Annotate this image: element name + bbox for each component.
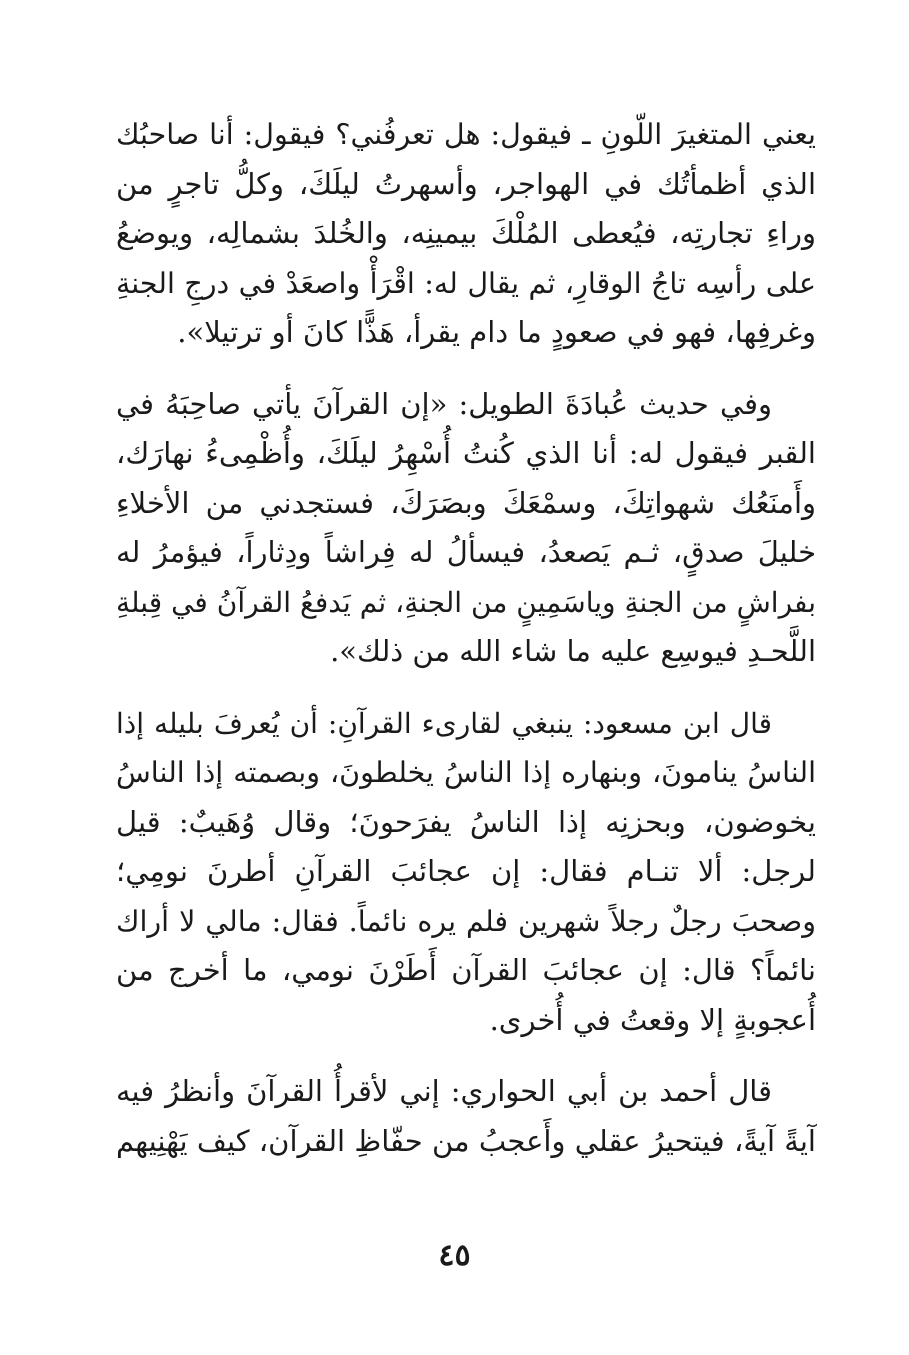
text-line: القبر فيقول له: أنا الذي كُنتُ أُسْهِرُ ليلَكَ، وأُظْمِىءُ نهارَك،: [116, 436, 816, 470]
text-line: يعني المتغيرَ اللّونِ ـ فيقول: هل تعرفُني؟ فيقول: أنا صاحبُك: [116, 118, 816, 151]
page-number: ٤٥: [438, 1238, 471, 1273]
text-line: اللَّحـدِ فيوسِع عليه ما شاء الله من ذلك».: [330, 634, 816, 668]
text-line: الناسُ ينامونَ، وبنهاره إذا الناسُ يخلطونَ، وبصمته إذا الناسُ: [116, 756, 816, 789]
paragraph: [116, 699, 816, 1046]
paragraph: [116, 110, 816, 358]
body-text: [116, 110, 816, 1188]
text-line: لرجل: ألا تنـام فقال: إن عجائبَ القرآنِ أطرنَ نومِي؛: [116, 854, 816, 888]
text-line: قال ابن مسعود: ينبغي لقارىء القرآنِ: أن يُعرفَ بليله إذا: [116, 706, 772, 740]
text-line: الذي أظمأتُك في الهواجر، وأسهرتُ ليلَكَ، وكلُّ تاجرٍ من: [116, 166, 816, 201]
text-line: وفي حديث عُبادَةَ الطويل: «إن القرآنَ يأتي صاحِبَهُ في: [116, 386, 772, 421]
text-line: آيةً آيةً، فيتحيرُ عقلي وأَعجبُ من حفّاظِ القرآن، كيف يَهْنِيهم: [116, 1123, 816, 1158]
text-line: نائماً؟ قال: إن عجائبَ القرآن أَطَرْنَ نومي، ما أخرج من: [116, 953, 816, 987]
text-line: قال أحمد بن أبي الحواري: إني لأقرأُ القرآنَ وأنظرُ فيه: [116, 1074, 772, 1108]
text-line: على رأسِه تاجُ الوقارِ، ثم يقال له: اقْرَأْ واصعَدْ في درجِ الجنةِ: [116, 266, 816, 300]
text-line: يخوضون، وبحزنِه إذا الناسُ يفرَحونَ؛ وقال وُهَيبٌ: قيل: [116, 804, 816, 839]
paragraph: [116, 1067, 816, 1166]
text-line: وغرفِها، فهو في صعودٍ ما دام يقرأ، هَذًّا كانَ أو ترتيلا».: [177, 315, 816, 349]
text-line: أُعجوبةٍ إلا وقعتُ في أُخرى.: [489, 1002, 816, 1037]
text-line: بفراشٍ من الجنةِ وياسَمِينٍ من الجنةِ، ثم يَدفعُ القرآنُ في قِبلةِ: [116, 585, 816, 619]
text-line: وصحبَ رجلٌ رجلاً شهرين فلم يره نائماً. فقال: مالي لا أراك: [116, 904, 816, 938]
paragraph: [116, 380, 816, 677]
text-line: وراءِ تجارتِه، فيُعطى المُلْكَ بيمينِه، والخُلدَ بشمالِه، ويوضعُ: [116, 216, 816, 250]
text-line: وأَمنَعُك شهواتِكَ، وسمْعَكَ وبصَرَكَ، فستجدني من الأخلاءِ: [116, 485, 816, 520]
text-line: خليلَ صدقٍ، ثـم يَصعدُ، فيسألُ له فِراشاً ودِثاراً، فيؤمرُ له: [116, 535, 816, 569]
